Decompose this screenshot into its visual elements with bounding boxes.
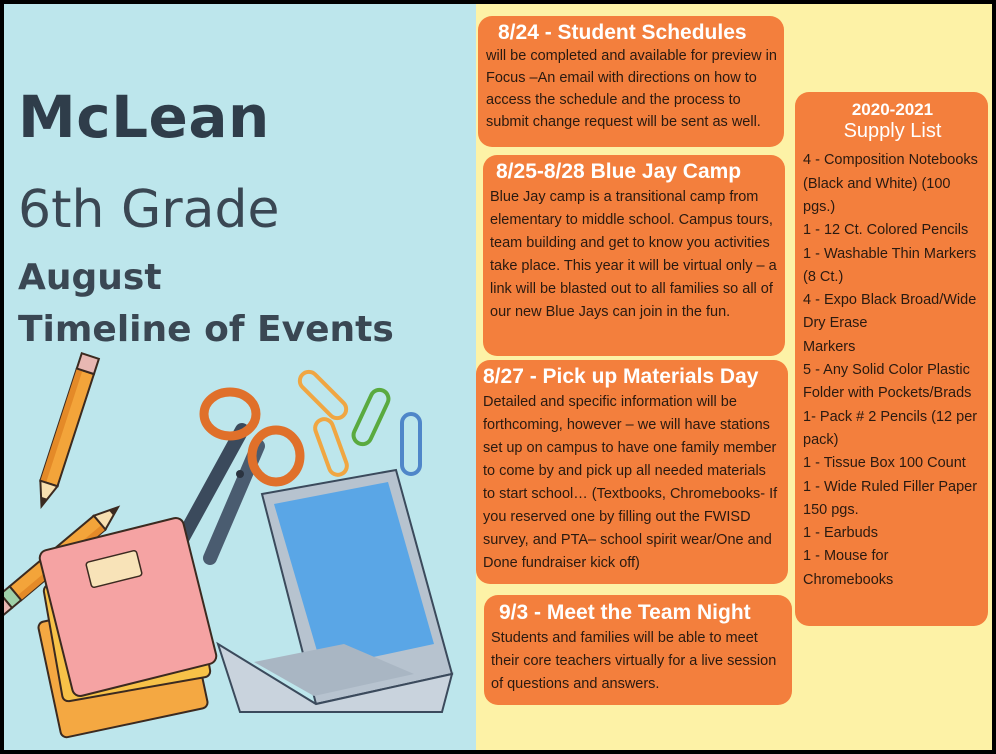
event-description: Students and families will be able to meet their core teachers virtually for a live session of questions and answers. — [491, 630, 777, 693]
event-description: Blue Jay camp is a transitional camp from elementary to middle school. Campus tours, team building and get to know you activities take place. This year it will be virtual only – a link will be blasted out to all families so all of our new Blue Jays can join in the fun. — [490, 189, 777, 321]
event-card-schedules — [478, 16, 784, 147]
supply-item: 1 - Mouse for Chromebooks — [803, 548, 894, 588]
event-description: Detailed and specific information will be forthcoming, however – we will have stations set up on campus to have one family member to come by and pick up all needed materials to start school… (Textbooks, Chromebooks- If you reserved one by filling out the FWISD survey, and PTA– school spirit wear/One and Done fundraiser kick off) — [483, 394, 778, 572]
event-title: 8/25-8/28 Blue Jay Camp — [496, 160, 742, 183]
school-name: McLean — [18, 83, 270, 151]
supply-item: 1 - Earbuds — [803, 525, 878, 542]
event-title: 8/27 - Pick up Materials Day — [483, 365, 759, 388]
supply-item: 1 - 12 Ct. Colored Pencils — [803, 222, 969, 239]
supply-year: 2020-2021 — [851, 100, 934, 119]
event-title: 8/24 - Student Schedules — [498, 21, 747, 44]
event-description: will be completed and available for preview in Focus –An email with directions on how to access the schedule and the process to submit change request will be sent as well. — [486, 48, 777, 131]
flyer — [4, 4, 992, 750]
event-card-blue-jay-camp — [483, 155, 785, 356]
supply-item: 1 - Washable Thin Markers (8 Ct.) — [803, 245, 977, 285]
notebook-icon — [37, 516, 218, 738]
supply-item: 1- Pack # 2 Pencils (12 per pack) — [803, 408, 978, 448]
left-panel — [4, 4, 476, 750]
supply-item: Markers — [803, 338, 856, 355]
school-supplies-illustration — [4, 344, 476, 750]
grade-title: 6th Grade — [18, 180, 280, 240]
supply-item: 5 - Any Solid Color Plastic Folder with Pockets/Brads — [803, 362, 972, 402]
pencil-icon — [33, 353, 99, 509]
event-card-meet-the-team — [484, 595, 792, 705]
laptop-icon — [218, 470, 452, 712]
supply-item: 1 - Wide Ruled Filler Paper 150 pgs. — [803, 478, 978, 518]
event-title: 9/3 - Meet the Team Night — [499, 601, 751, 624]
event-card-pickup-materials — [476, 360, 788, 584]
supply-list — [803, 149, 982, 592]
supply-item: 4 - Composition Notebooks (Black and White) (100 pgs.) — [803, 152, 978, 215]
supply-item: 1 - Tissue Box 100 Count — [803, 455, 966, 472]
timeline-title: Timeline of Events — [18, 309, 394, 350]
month-title: August — [18, 257, 162, 298]
supply-heading: Supply List — [843, 120, 942, 143]
supply-item: 4 - Expo Black Broad/Wide Dry Erase — [803, 292, 977, 332]
paperclip-icon — [296, 368, 420, 477]
supply-list-card — [795, 92, 988, 626]
